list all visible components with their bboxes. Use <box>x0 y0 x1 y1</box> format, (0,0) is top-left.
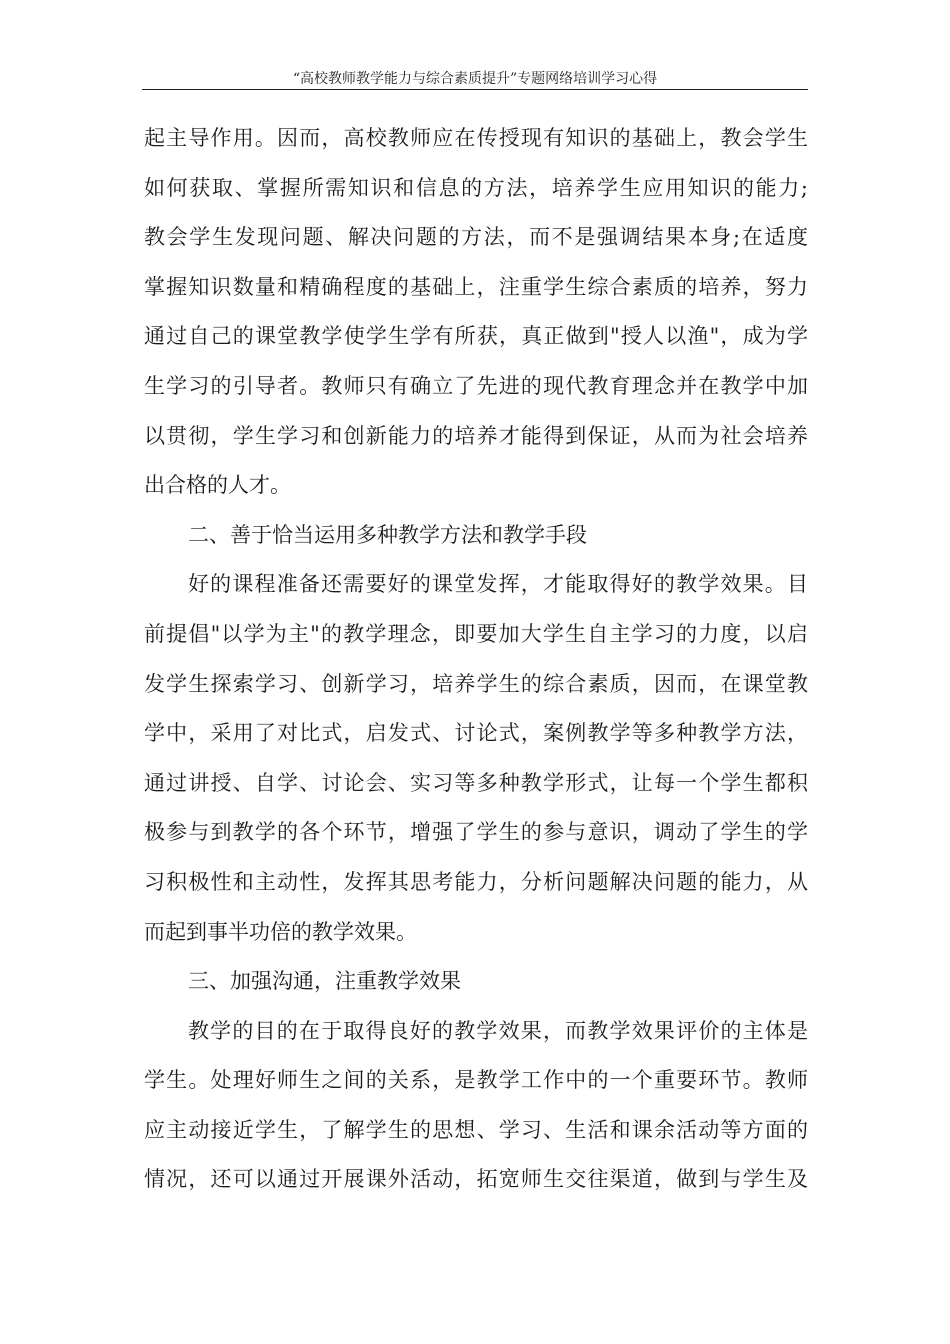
text-line: 教会学生发现问题、解决问题的方法，而不是强调结果本身;在适度 <box>144 225 808 250</box>
text-line: 学中，采用了对比式，启发式、讨论式，案例教学等多种教学方法， <box>144 721 808 746</box>
text-line: 而起到事半功倍的教学效果。 <box>144 919 417 944</box>
text-line: 通过讲授、自学、讨论会、实习等多种教学形式，让每一个学生都积 <box>144 770 808 795</box>
section-heading: 二、善于恰当运用多种教学方法和教学手段 <box>188 522 587 547</box>
text-line: 出合格的人才。 <box>144 473 291 498</box>
section-heading: 三、加强沟通，注重教学效果 <box>188 969 461 994</box>
text-line: 掌握知识数量和精确程度的基础上，注重学生综合素质的培养，努力 <box>144 274 808 299</box>
text-line: 应主动接近学生，了解学生的思想、学习、生活和课余活动等方面的 <box>144 1117 808 1142</box>
text-line: 学生。处理好师生之间的关系，是教学工作中的一个重要环节。教师 <box>144 1068 808 1093</box>
running-header: “高校教师教学能力与综合素质提升”专题网络培训学习心得 <box>292 71 658 87</box>
body-text <box>144 114 808 1205</box>
text-line: 习积极性和主动性，发挥其思考能力，分析问题解决问题的能力，从 <box>144 869 808 894</box>
text-line: 起主导作用。因而，高校教师应在传授现有知识的基础上，教会学生 <box>144 126 808 150</box>
text-line: 如何获取、掌握所需知识和信息的方法，培养学生应用知识的能力; <box>144 175 808 200</box>
text-line: 发学生探索学习、创新学习，培养学生的综合素质，因而，在课堂教 <box>144 671 808 696</box>
text-line: 生学习的引导者。教师只有确立了先进的现代教育理念并在教学中加 <box>144 373 808 398</box>
text-line: 通过自己的课堂教学使学生学有所获，真正做到"授人以渔"，成为学 <box>144 324 808 349</box>
header-rule <box>142 89 808 90</box>
text-line: 前提倡"以学为主"的教学理念，即要加大学生自主学习的力度，以启 <box>144 621 808 646</box>
text-line: 好的课程准备还需要好的课堂发挥，才能取得好的教学效果。目 <box>188 572 808 597</box>
text-line: 极参与到教学的各个环节，增强了学生的参与意识，调动了学生的学 <box>144 820 808 845</box>
text-line: 情况，还可以通过开展课外活动，拓宽师生交往渠道，做到与学生及 <box>144 1167 808 1192</box>
text-line: 教学的目的在于取得良好的教学效果，而教学效果评价的主体是 <box>188 1018 808 1043</box>
text-line: 以贯彻，学生学习和创新能力的培养才能得到保证，从而为社会培养 <box>144 423 808 448</box>
